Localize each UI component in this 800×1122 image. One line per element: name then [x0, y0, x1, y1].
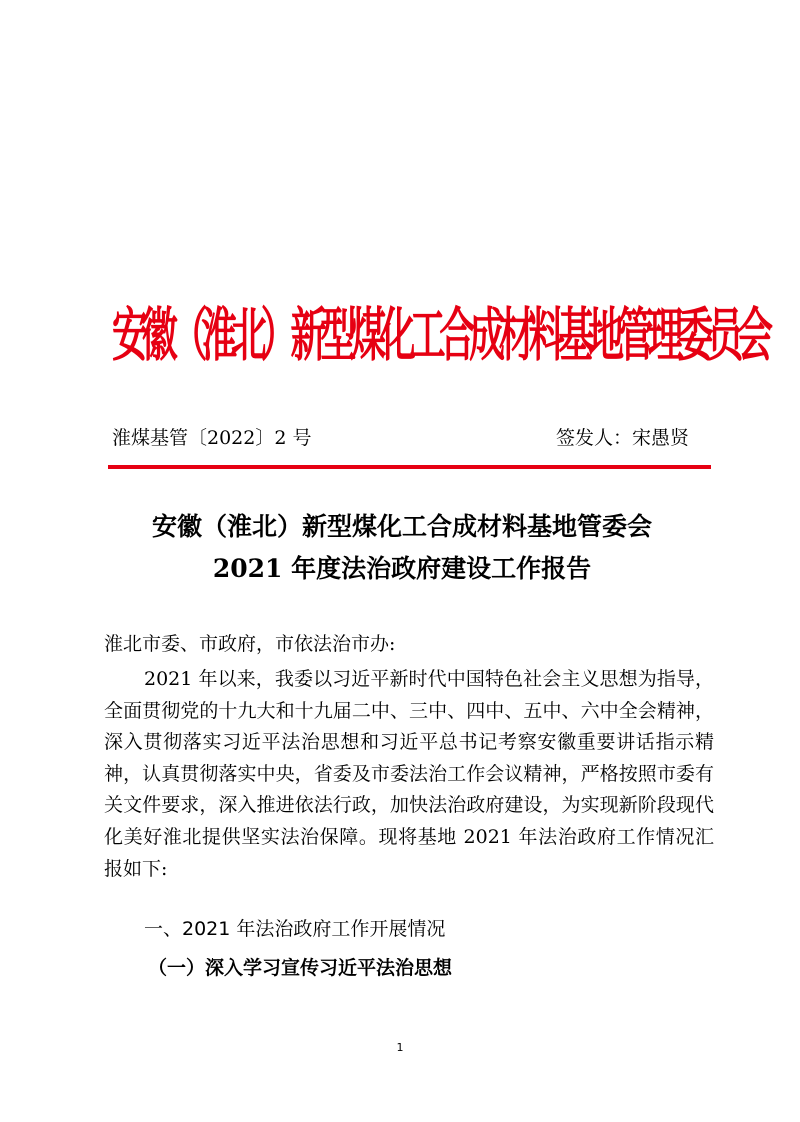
document-number: 淮煤基管〔2022〕2 号 [112, 427, 312, 449]
salutation: 淮北市委、市政府，市依法治市办: [104, 633, 396, 655]
section-heading-level-1: 一、2021 年法治政府工作开展情况 [144, 918, 446, 940]
masthead-title: 安徽（淮北）新型煤化工合成材料基地管理委员会 [112, 301, 767, 369]
section-heading-level-2: （一）深入学习宣传习近平法治思想 [148, 957, 453, 979]
signer-line: 签发人：宋愚贤 [555, 427, 689, 449]
body-paragraph: 2021 年以来，我委以习近平新时代中国特色社会主义思想为指导，全面贯彻党的十九大和十九届二中、三中、四中、五中、六中全会精神，深入贯彻落实习近平法治思想和习近平总书记考察安徽重要讲话指示精神，认真贯彻落实中央，省委及市委法治工作会议精神，严格按照市委有关文件要求，深入推进依法行政，加快法治政府建设，为实现新阶段现代化美好淮北提供坚实法治保障。现将基地 2021 年法治政府工作情况汇报如下: [104, 668, 714, 880]
page-number: 1 [396, 1041, 404, 1054]
red-divider-line [108, 465, 711, 469]
document-masthead [112, 286, 767, 384]
document-title-line-2: 2021 年度法治政府建设工作报告 [212, 554, 592, 583]
document-title-line-1: 安徽（淮北）新型煤化工合成材料基地管委会 [151, 512, 652, 541]
